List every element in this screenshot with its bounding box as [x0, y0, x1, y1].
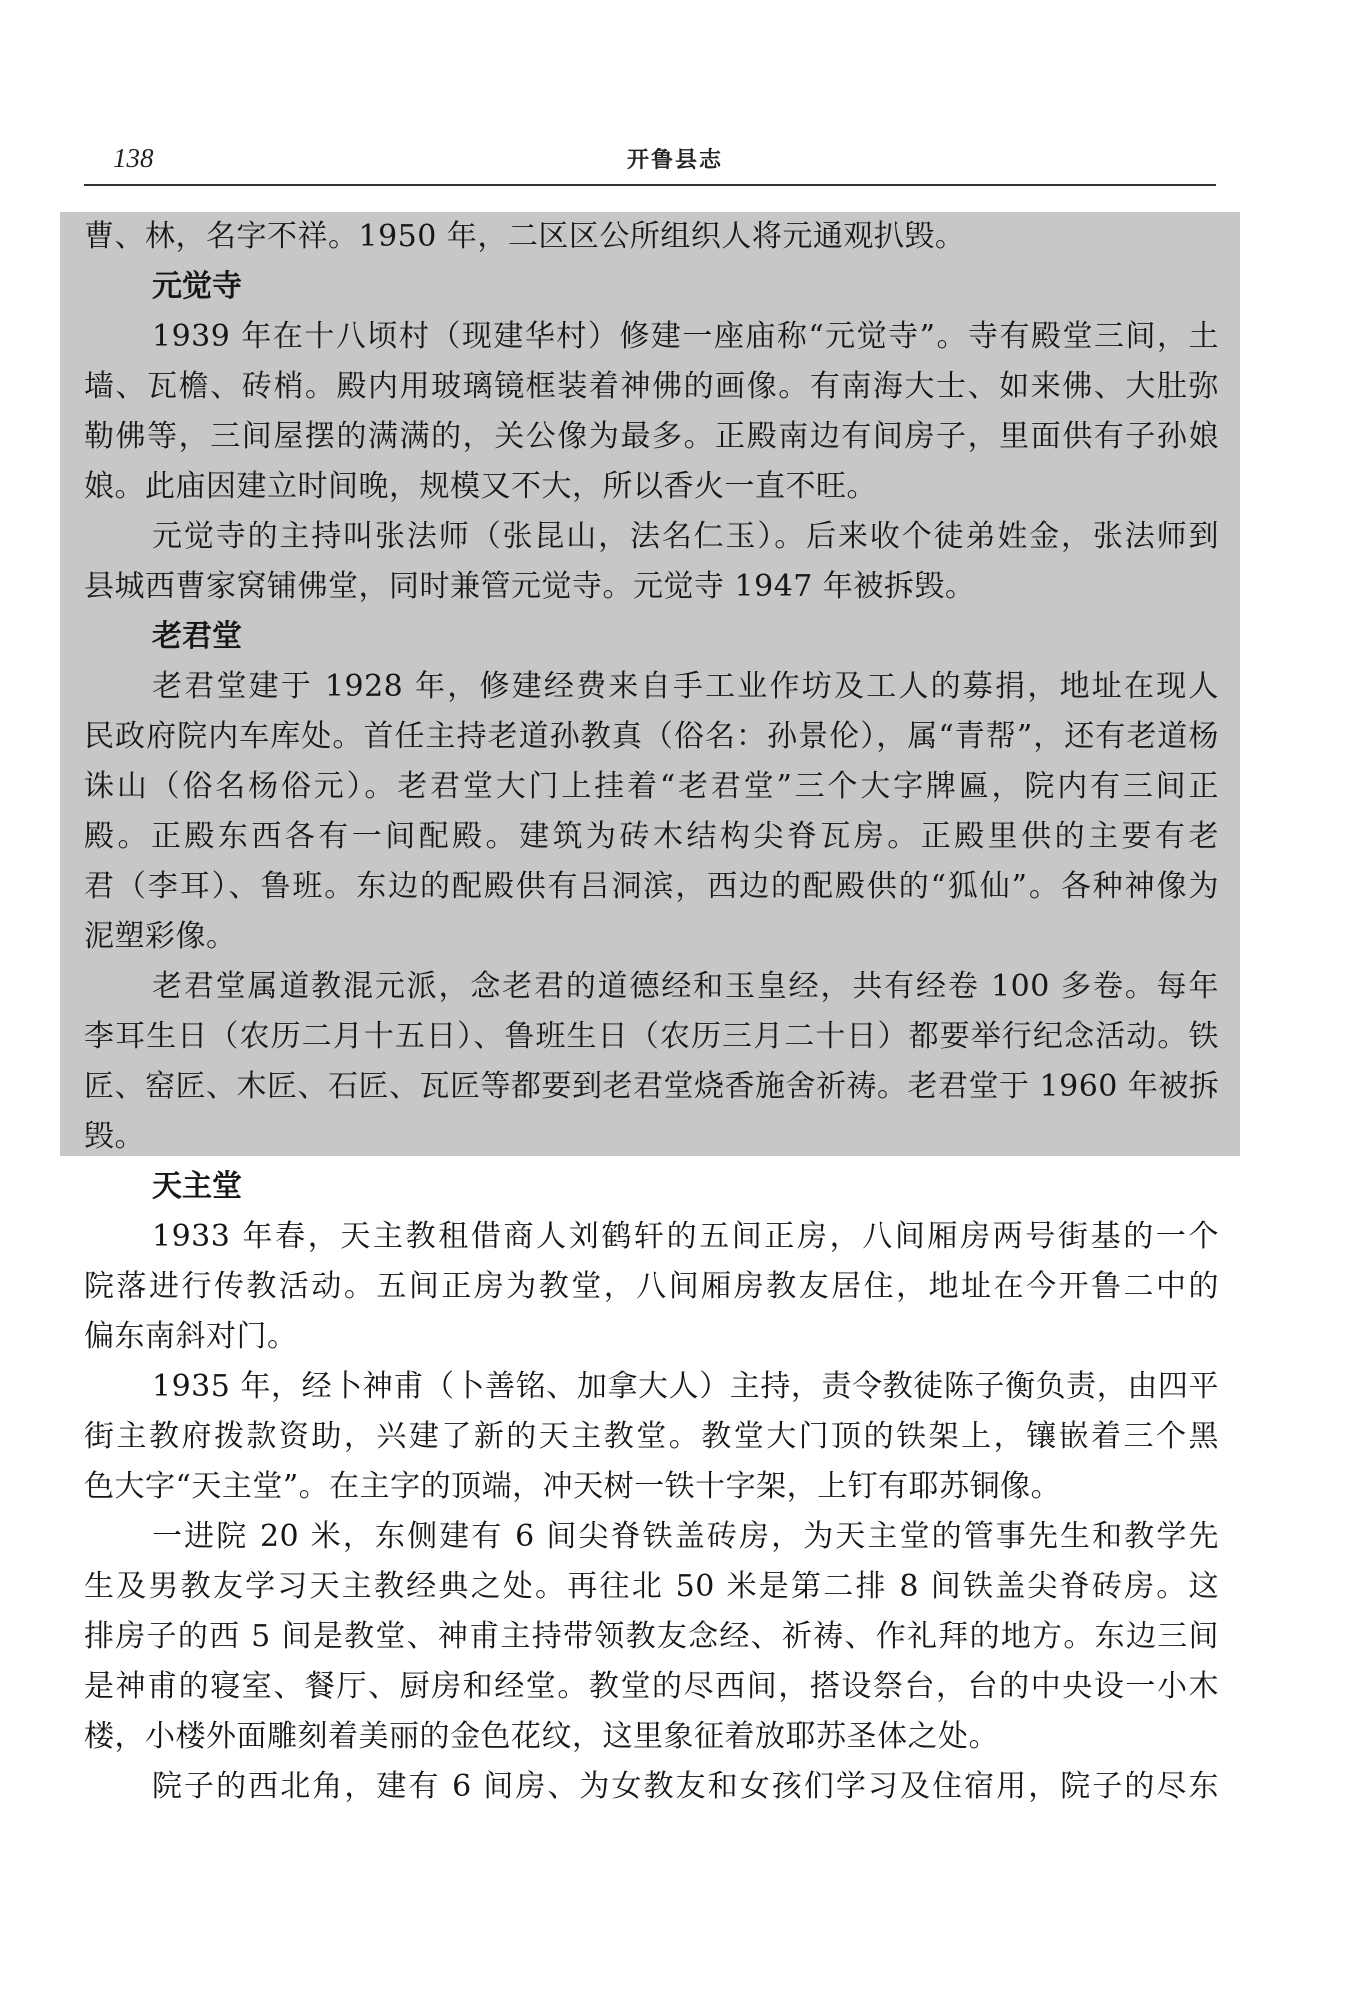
section-heading: 天主堂 — [152, 1169, 242, 1204]
text-line: 勒佛等，三间屋摆的满满的，关公像为最多。正殿南边有间房子，里面供有子孙娘 — [84, 419, 1219, 454]
page-number: 138 — [113, 143, 154, 173]
text-line: 一进院 20 米，东侧建有 6 间尖脊铁盖砖房，为天主堂的管事先生和教学先 — [152, 1519, 1219, 1554]
text-line: 排房子的西 5 间是教堂、神甫主持带领教友念经、祈祷、作礼拜的地方。东边三间 — [84, 1619, 1219, 1654]
text-line: 泥塑彩像。 — [84, 919, 237, 954]
text-line: 殿。正殿东西各有一间配殿。建筑为砖木结构尖脊瓦房。正殿里供的主要有老 — [84, 819, 1219, 854]
header-rule — [84, 184, 1216, 186]
text-line: 色大字“天主堂”。在主字的顶端，冲天树一铁十字架，上钉有耶苏铜像。 — [84, 1469, 1062, 1504]
text-line: 毁。 — [84, 1119, 145, 1154]
text-line: 偏东南斜对门。 — [84, 1319, 298, 1354]
text-line: 元觉寺的主持叫张法师（张昆山，法名仁玉）。后来收个徒弟姓金，张法师到 — [152, 519, 1219, 554]
text-line: 曹、林，名字不祥。1950 年，二区区公所组织人将元通观扒毁。 — [84, 219, 966, 254]
text-line: 娘。此庙因建立时间晚，规模又不大，所以香火一直不旺。 — [84, 469, 877, 504]
text-line: 老君堂属道教混元派，念老君的道德经和玉皇经，共有经卷 100 多卷。每年 — [152, 969, 1219, 1004]
page-body — [84, 212, 1219, 1812]
section-heading: 元觉寺 — [152, 269, 242, 304]
text-line: 诛山（俗名杨俗元）。老君堂大门上挂着“老君堂”三个大字牌匾，院内有三间正 — [84, 769, 1219, 804]
text-line: 生及男教友学习天主教经典之处。再往北 50 米是第二排 8 间铁盖尖脊砖房。这 — [84, 1569, 1219, 1604]
text-line: 1939 年在十八顷村（现建华村）修建一座庙称“元觉寺”。寺有殿堂三间，土 — [152, 319, 1219, 354]
text-line: 1935 年，经卜神甫（卜善铭、加拿大人）主持，责令教徒陈子衡负责，由四平 — [152, 1369, 1219, 1404]
text-line: 李耳生日（农历二月十五日）、鲁班生日（农历三月二十日）都要举行纪念活动。铁 — [84, 1019, 1219, 1054]
text-line: 君（李耳）、鲁班。东边的配殿供有吕洞滨，西边的配殿供的“狐仙”。各种神像为 — [84, 869, 1219, 904]
text-line: 墙、瓦檐、砖梢。殿内用玻璃镜框装着神佛的画像。有南海大士、如来佛、大肚弥 — [84, 369, 1219, 404]
text-line: 匠、窑匠、木匠、石匠、瓦匠等都要到老君堂烧香施舍祈祷。老君堂于 1960 年被拆 — [84, 1069, 1220, 1104]
text-line: 县城西曹家窝铺佛堂，同时兼管元觉寺。元觉寺 1947 年被拆毁。 — [84, 569, 976, 604]
text-line: 楼，小楼外面雕刻着美丽的金色花纹，这里象征着放耶苏圣体之处。 — [84, 1719, 999, 1754]
text-line: 1933 年春，天主教租借商人刘鹤轩的五间正房，八间厢房两号街基的一个 — [152, 1219, 1219, 1254]
text-line: 街主教府拨款资助，兴建了新的天主教堂。教堂大门顶的铁架上，镶嵌着三个黑 — [84, 1419, 1219, 1454]
running-title: 开鲁县志 — [626, 148, 723, 173]
text-line: 院落进行传教活动。五间正房为教堂，八间厢房教友居住，地址在今开鲁二中的 — [84, 1269, 1219, 1304]
text-line: 民政府院内车库处。首任主持老道孙教真（俗名：孙景伦），属“青帮”，还有老道杨 — [84, 719, 1219, 754]
section-heading: 老君堂 — [152, 619, 242, 654]
text-line: 是神甫的寝室、餐厅、厨房和经堂。教堂的尽西间，搭设祭台，台的中央设一小木 — [84, 1669, 1219, 1704]
text-line: 老君堂建于 1928 年，修建经费来自手工业作坊及工人的募捐，地址在现人 — [152, 669, 1219, 704]
text-line: 院子的西北角，建有 6 间房、为女教友和女孩们学习及住宿用，院子的尽东 — [152, 1769, 1219, 1804]
